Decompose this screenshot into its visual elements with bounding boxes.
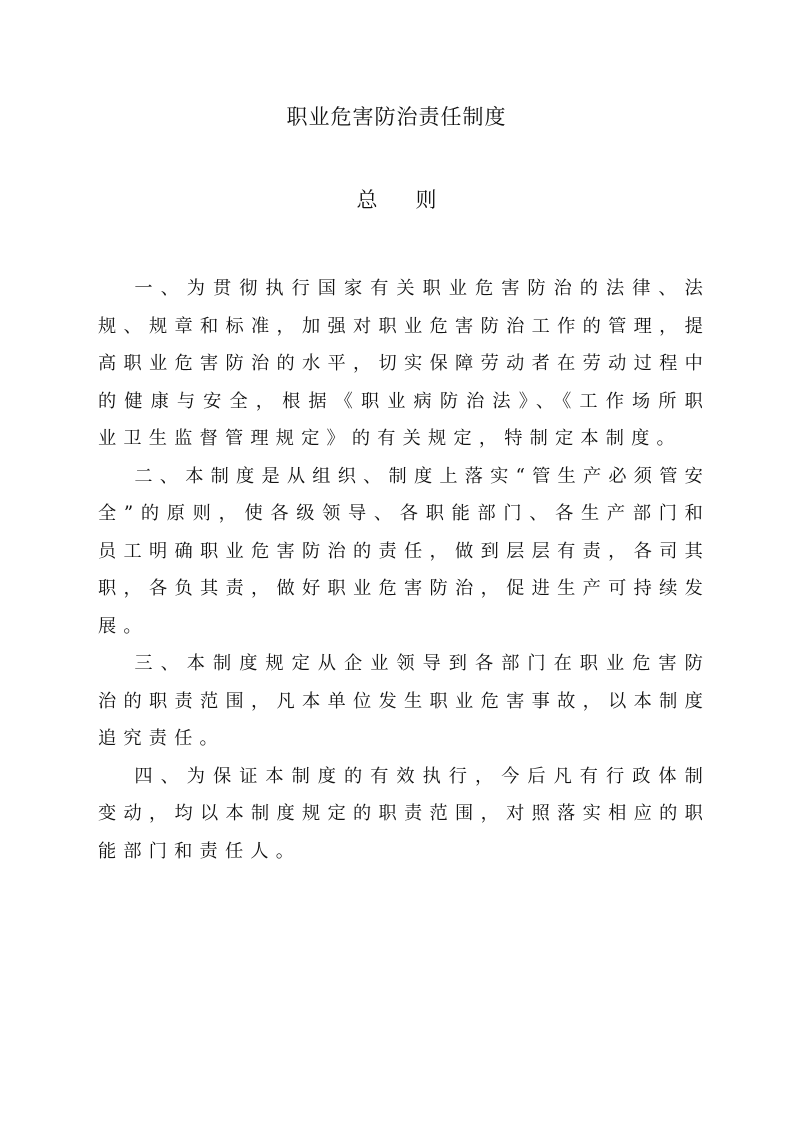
section-heading: [0, 185, 793, 215]
paragraph-3: 三、本制度规定从企业领导到各部门在职业危害防治的职责范围，凡本单位发生职业危害事故，以本制度追究责任。: [98, 653, 710, 749]
paragraph-2: 二、本制度是从组织、制度上落实“管生产必须管安全”的原则，使各级领导、各职能部门、各生产部门和员工明确职业危害防治的责任，做到层层有责，各司其职，各负其责，做好职业危害防治，促进生产可持续发展。: [98, 465, 710, 637]
document-body: [98, 270, 710, 870]
document-title: 职业危害防治责任制度: [286, 105, 507, 129]
paragraph-4: 四、为保证本制度的有效执行，今后凡有行政体制变动，均以本制度规定的职责范围，对照落实相应的职能部门和责任人。: [98, 765, 710, 862]
paragraph-1: 一、为贯彻执行国家有关职业危害防治的法律、法规、规章和标准，加强对职业危害防治工作的管理，提高职业危害防治的水平，切实保障劳动者在劳动过程中的健康与安全，根据《职业病防治法》、《工作场所职业卫生监督管理规定》的有关规定，特制定本制度。: [98, 278, 710, 449]
section-heading-left: 总: [356, 188, 378, 212]
section-heading-right: 则: [415, 188, 437, 212]
